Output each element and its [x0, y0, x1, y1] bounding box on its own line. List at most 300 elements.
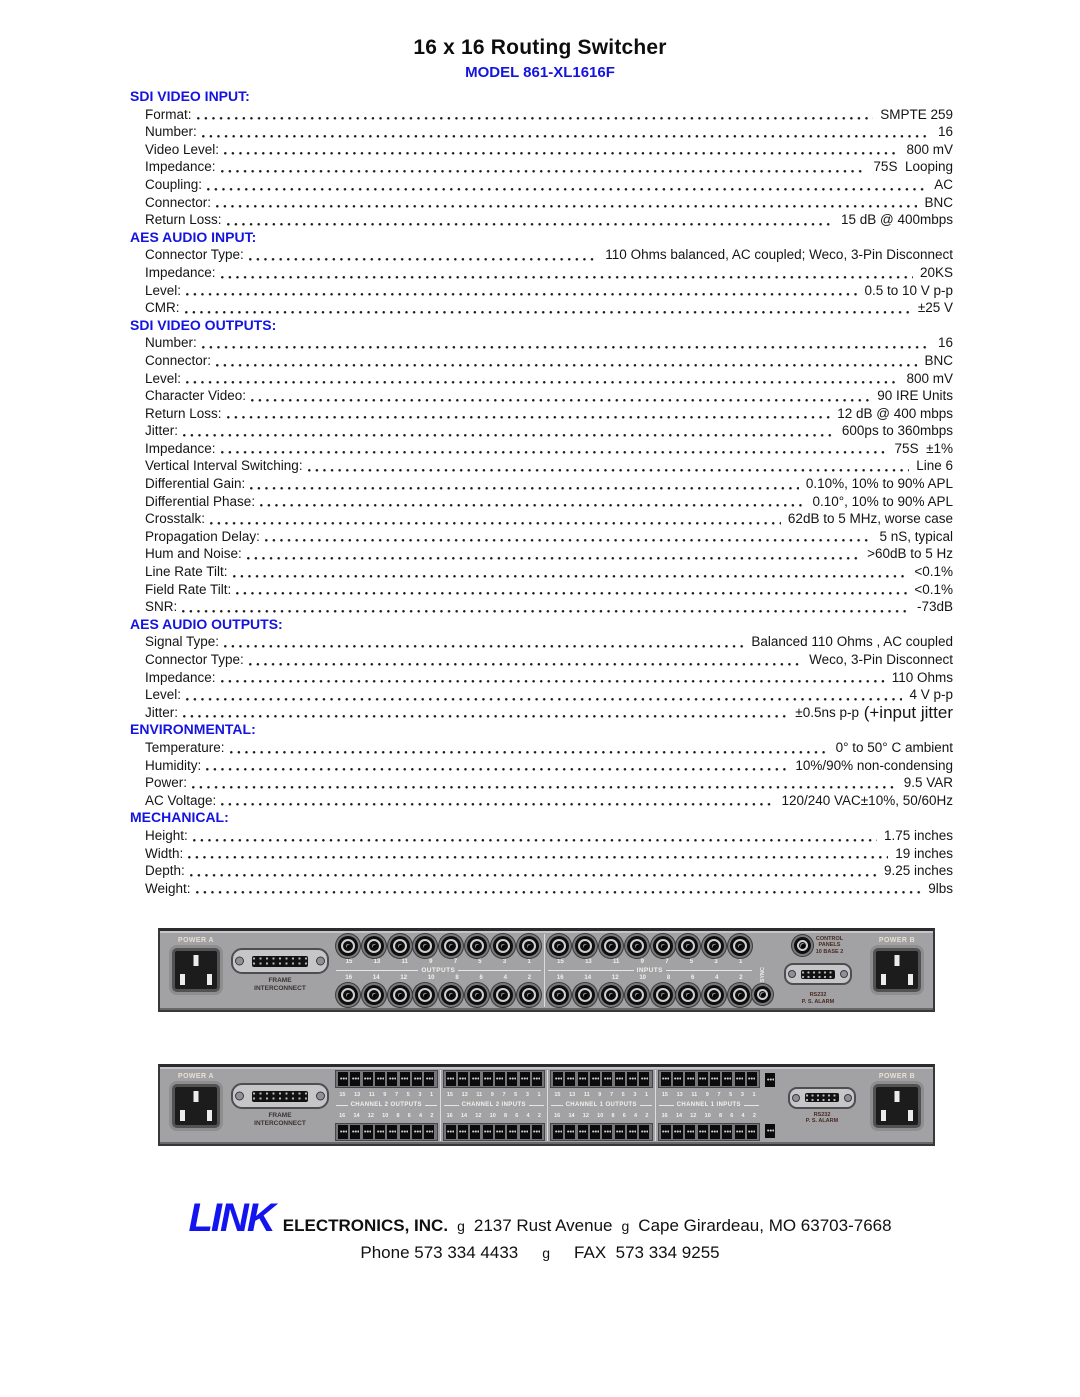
divider-line — [336, 1105, 348, 1106]
terminal-strip — [658, 1123, 761, 1141]
port-number: 11 — [476, 1092, 483, 1098]
label-line: 10 BASE 2 — [815, 948, 844, 955]
weco-terminal-block — [387, 1125, 397, 1139]
iec-pin — [207, 1110, 212, 1121]
db15-pins — [252, 956, 308, 967]
group-divider — [658, 1102, 761, 1109]
port-number: 8 — [396, 1113, 400, 1119]
weco-terminal-block — [747, 1072, 757, 1086]
dot-leader — [221, 440, 890, 458]
spec-label: SNR: — [145, 599, 178, 615]
spec-value: 9lbs — [928, 880, 953, 896]
dot-leader — [251, 387, 872, 405]
footer-separator: g — [457, 1218, 465, 1234]
bnc-connector — [704, 985, 724, 1005]
spec-value: 20KS — [919, 264, 953, 280]
spec-label: Video Level: — [145, 141, 220, 157]
spec-row — [130, 370, 953, 388]
weco-terminal-block — [673, 1125, 683, 1139]
weco-terminal-block — [590, 1125, 600, 1139]
spec-label: Differential Gain: — [145, 476, 246, 492]
sync-column — [755, 934, 770, 1007]
port-number: 8 — [503, 1113, 508, 1119]
weco-group — [655, 1070, 763, 1141]
port-number: 2 — [645, 1113, 649, 1119]
spec-value: 0° to 50° C ambient — [835, 739, 953, 755]
phone-number: Phone 573 334 4433 — [360, 1243, 519, 1262]
spec-label: Level: — [145, 282, 182, 298]
divider-line — [744, 1105, 759, 1106]
number-row — [547, 959, 754, 966]
weco-terminal-block — [698, 1072, 708, 1086]
divider-line — [659, 1105, 674, 1106]
spec-value: 120/240 VAC±10%, 50/60Hz — [781, 792, 953, 808]
dot-leader — [247, 545, 862, 563]
iec-pin — [895, 1091, 900, 1102]
port-number: 7 — [394, 1092, 399, 1098]
port-number: 2 — [430, 1113, 434, 1119]
bnc-connector — [338, 985, 358, 1005]
number-row — [658, 1092, 761, 1098]
dot-leader — [202, 334, 933, 352]
dot-leader — [183, 704, 790, 722]
port-number: 13 — [676, 1092, 683, 1098]
weco-terminal-block — [735, 1072, 745, 1086]
number-row — [658, 1113, 761, 1119]
weco-terminal-block — [483, 1072, 493, 1086]
number-row — [550, 1113, 653, 1119]
db9-pins — [805, 1093, 839, 1102]
port-number: 10 — [639, 975, 647, 981]
bnc-connector — [415, 985, 435, 1005]
spec-row — [130, 563, 953, 581]
page-title: 16 x 16 Routing Switcher — [413, 36, 667, 59]
spec-label: Temperature: — [145, 739, 225, 755]
spec-label: Number: — [145, 335, 197, 351]
spec-label: Return Loss: — [145, 212, 222, 228]
db9-connector — [788, 1087, 856, 1109]
weco-terminal-block — [627, 1125, 637, 1139]
iec-pin — [908, 974, 913, 985]
port-number: 4 — [715, 975, 719, 981]
section-header: AES AUDIO OUTPUTS: — [130, 615, 283, 632]
port-number: 8 — [455, 975, 459, 981]
port-number: 5 — [621, 1092, 625, 1098]
port-number: 14 — [460, 1113, 468, 1119]
footer-separator: g — [621, 1218, 630, 1234]
port-number: 1 — [537, 1092, 541, 1098]
spec-value: Line 6 — [916, 458, 953, 474]
weco-terminal-block — [412, 1125, 422, 1139]
spec-value: 0.10°, 10% to 90% APL — [812, 493, 953, 509]
group-label: INPUTS — [636, 967, 663, 974]
bnc-connector — [493, 985, 513, 1005]
bnc-connector — [415, 936, 435, 956]
weco-terminal-block — [363, 1072, 373, 1086]
port-number: 7 — [453, 959, 458, 965]
port-number: 5 — [478, 959, 482, 965]
spec-value: 600ps to 360mbps — [841, 423, 953, 439]
divider-line — [458, 970, 540, 971]
iec-pin — [180, 974, 185, 985]
bnc-connector — [441, 985, 461, 1005]
bnc-group — [544, 934, 756, 1007]
port-number: 13 — [569, 1092, 576, 1098]
iec-pin — [194, 1091, 199, 1102]
divider-line — [551, 1105, 563, 1106]
weco-terminal-block — [553, 1072, 563, 1086]
spec-value: 62dB to 5 MHz, worse case — [787, 511, 953, 527]
spec-value: 0.5 to 10 V p-p — [864, 282, 953, 298]
group-divider — [443, 1102, 546, 1109]
spec-label: Height: — [145, 827, 188, 843]
bnc-connector — [730, 936, 750, 956]
port-number: 6 — [622, 1113, 626, 1119]
port-number: 1 — [738, 959, 743, 965]
iec-pin — [180, 1110, 185, 1121]
iec-power-connector — [172, 948, 220, 992]
port-number: 13 — [461, 1092, 468, 1098]
divider-line — [336, 970, 418, 971]
group-label: CHANNEL 1 OUTPUTS — [565, 1102, 637, 1108]
spec-value: 19 inches — [895, 845, 953, 861]
power-label: POWER A — [178, 937, 214, 944]
dot-leader — [224, 633, 746, 651]
power-label: POWER B — [878, 937, 916, 944]
weco-terminal-block — [602, 1072, 612, 1086]
weco-terminal-block — [765, 1124, 775, 1138]
dot-leader — [233, 563, 910, 581]
port-number: 9 — [705, 1092, 709, 1098]
port-number: 13 — [354, 1092, 361, 1098]
iec-power-connector — [873, 1084, 921, 1128]
port-number: 13 — [373, 959, 381, 965]
spec-row — [130, 651, 953, 669]
label-line: P. S. ALARM — [805, 1118, 839, 1124]
dot-leader — [224, 141, 901, 159]
spec-value: AC — [934, 176, 953, 192]
bnc-connector — [441, 936, 461, 956]
spec-row — [130, 598, 953, 616]
dot-leader — [182, 598, 912, 616]
divider-line — [425, 1105, 437, 1106]
port-number: 15 — [446, 1092, 453, 1098]
spec-label: Signal Type: — [145, 634, 220, 650]
dot-leader — [193, 827, 879, 845]
spec-row — [130, 211, 953, 229]
spec-label: Width: — [145, 845, 184, 861]
port-number: 10 — [427, 975, 435, 981]
dot-leader — [249, 651, 804, 669]
number-row — [443, 1113, 546, 1119]
bnc-row — [335, 934, 542, 958]
bnc-connector — [601, 985, 621, 1005]
spec-row — [130, 686, 953, 704]
spec-value: 9.5 VAR — [903, 775, 953, 791]
port-number: 14 — [584, 975, 592, 981]
weco-terminal-block — [710, 1072, 720, 1086]
spec-label: Line Rate Tilt: — [145, 564, 228, 580]
dot-leader — [249, 246, 600, 264]
dot-leader — [308, 457, 912, 475]
port-number: 3 — [525, 1092, 529, 1098]
weco-terminal-block — [520, 1125, 530, 1139]
spec-value: 800 mV — [906, 141, 953, 157]
spec-row — [130, 880, 953, 898]
port-number: 10 — [597, 1113, 604, 1119]
spec-row — [130, 475, 953, 493]
spec-value: 800 mV — [906, 370, 953, 386]
spec-value: >60dB to 5 Hz — [867, 546, 953, 562]
port-number: 2 — [739, 975, 743, 981]
port-number: 3 — [633, 1092, 637, 1098]
dot-leader — [185, 299, 913, 317]
bnc-row — [547, 983, 754, 1007]
port-number: 1 — [645, 1092, 649, 1098]
spec-row — [130, 194, 953, 212]
spec-row — [130, 792, 953, 810]
spec-value: 5 nS, typical — [879, 528, 953, 544]
terminal-strip — [335, 1070, 438, 1088]
spec-row — [130, 545, 953, 563]
dot-leader — [186, 370, 901, 388]
terminal-strip — [550, 1070, 653, 1088]
port-number: 6 — [515, 1113, 519, 1119]
port-number: 6 — [479, 975, 483, 981]
port-number: 1 — [752, 1092, 756, 1098]
bnc-connector — [754, 986, 771, 1003]
bnc-connector — [549, 936, 569, 956]
spec-row — [130, 282, 953, 300]
spec-label: AC Voltage: — [145, 792, 217, 808]
port-number: 15 — [345, 959, 353, 965]
port-number: 16 — [339, 1113, 346, 1119]
weco-terminal-block — [400, 1125, 410, 1139]
port-number: 12 — [582, 1113, 589, 1119]
section-header: SDI VIDEO INPUT: — [130, 88, 250, 104]
control-panels-label — [816, 936, 844, 956]
port-number: 2 — [752, 1113, 756, 1119]
spec-label: Vertical Interval Switching: — [145, 458, 303, 474]
frame-interconnect-label — [254, 1112, 306, 1128]
port-number: 15 — [554, 1092, 561, 1098]
label-line: RS232 — [809, 992, 827, 998]
iec-pin — [881, 974, 886, 985]
bnc-connector — [493, 936, 513, 956]
group-divider — [550, 1102, 653, 1109]
spec-row — [130, 457, 953, 475]
spec-row — [130, 141, 953, 159]
spec-label: Power: — [145, 775, 188, 791]
dot-leader — [216, 352, 919, 370]
dot-leader — [197, 106, 876, 124]
spec-value: <0.1% — [914, 581, 953, 597]
power-label: POWER B — [878, 1073, 916, 1080]
weco-terminal-block — [685, 1125, 695, 1139]
spec-label: Differential Phase: — [145, 493, 256, 509]
weco-terminal-block — [495, 1125, 505, 1139]
weco-terminal-block — [424, 1072, 434, 1086]
label-line: PANELS — [818, 942, 841, 949]
weco-terminal-block — [375, 1125, 385, 1139]
bnc-connector — [575, 936, 595, 956]
spec-value: 75S Looping — [873, 159, 953, 175]
footer-line-1 — [0, 1196, 1080, 1240]
db9-connector — [784, 963, 852, 985]
port-number: 16 — [446, 1113, 453, 1119]
weco-terminal-block — [446, 1072, 456, 1086]
spec-value: 110 Ohms balanced, AC coupled; Weco, 3-Pin Disconnect — [605, 247, 953, 263]
spec-value: BNC — [924, 352, 953, 368]
dot-leader — [236, 581, 909, 599]
spec-value: 0.10%, 10% to 90% APL — [805, 476, 953, 492]
rear-panel-bnc — [158, 928, 935, 1012]
iec-pin — [194, 955, 199, 966]
dot-leader — [190, 862, 879, 880]
frame-interconnect — [227, 1070, 333, 1141]
weco-terminal-block — [747, 1125, 757, 1139]
spec-label: Hum and Noise: — [145, 546, 242, 562]
spec-value: 9.25 inches — [883, 863, 953, 879]
label-line: RS232 — [813, 1111, 831, 1118]
port-number: 8 — [666, 975, 671, 981]
section-header: SDI VIDEO OUTPUTS: — [130, 316, 277, 333]
spec-row — [130, 299, 953, 317]
spec-value-large: (+input jitter — [858, 702, 953, 722]
number-row — [335, 1113, 438, 1119]
aux-terminal-column — [762, 1070, 778, 1141]
bnc-row — [335, 983, 542, 1007]
weco-terminal-block — [673, 1072, 683, 1086]
port-number: 5 — [514, 1092, 518, 1098]
weco-terminal-block — [483, 1125, 493, 1139]
weco-terminal-block — [722, 1072, 732, 1086]
rs232-alarm-label — [802, 992, 834, 1005]
spec-row — [130, 440, 953, 458]
power-b-module — [866, 934, 928, 1007]
divider-line — [666, 970, 752, 971]
bnc-connector — [678, 985, 698, 1005]
link-logo: LINK — [188, 1196, 274, 1240]
weco-terminal-block — [363, 1125, 373, 1139]
weco-terminal-block — [350, 1125, 360, 1139]
spec-label: Level: — [145, 687, 182, 703]
group-divider — [335, 967, 542, 974]
port-number: 9 — [429, 959, 433, 965]
label-line: CONTROL — [815, 935, 844, 942]
port-number: 9 — [598, 1092, 602, 1098]
bnc-connector — [519, 985, 539, 1005]
bnc-group — [333, 934, 544, 1007]
spec-value: SMPTE 259 — [880, 106, 953, 122]
bnc-connector — [467, 985, 487, 1005]
bnc-connector — [704, 936, 724, 956]
bnc-connector — [364, 936, 384, 956]
weco-terminal-block — [722, 1125, 732, 1139]
dot-leader — [221, 264, 915, 282]
spec-row — [130, 106, 953, 124]
dot-leader — [227, 211, 836, 229]
port-number: 1 — [430, 1092, 434, 1098]
spec-row — [130, 387, 953, 405]
spec-row — [130, 246, 953, 264]
port-number: 9 — [490, 1092, 494, 1098]
bnc-connector — [390, 936, 410, 956]
power-a-module — [165, 934, 227, 1007]
port-number: 15 — [661, 1092, 668, 1098]
number-row — [335, 1092, 438, 1098]
port-number: 6 — [730, 1113, 734, 1119]
weco-terminal-block — [424, 1125, 434, 1139]
group-label: CHANNEL 2 INPUTS — [461, 1102, 526, 1108]
company-name: ELECTRONICS, INC. — [282, 1216, 449, 1235]
spec-row — [130, 669, 953, 687]
weco-terminal-block — [520, 1072, 530, 1086]
port-number: 7 — [717, 1092, 721, 1098]
dot-leader — [202, 123, 933, 141]
spec-label: Jitter: — [145, 423, 179, 439]
spec-label: Impedance: — [145, 669, 216, 685]
port-number: 16 — [345, 975, 353, 981]
label-line: FRAME — [268, 977, 292, 985]
number-row — [443, 1092, 546, 1098]
port-number: 16 — [554, 1113, 561, 1119]
model-number: MODEL 861-XL1616F — [465, 64, 615, 81]
port-number: 5 — [689, 959, 694, 965]
db15-connector — [231, 1083, 329, 1109]
spec-row — [130, 633, 953, 651]
port-number: 4 — [419, 1113, 423, 1119]
port-number: 15 — [557, 959, 564, 965]
spec-value: 110 Ohms — [891, 669, 953, 685]
port-number: 7 — [665, 959, 669, 965]
rear-panel-weco — [158, 1064, 935, 1146]
port-number: 6 — [690, 975, 695, 981]
bnc-connector — [601, 936, 621, 956]
weco-terminal-block — [412, 1072, 422, 1086]
weco-terminal-block — [400, 1072, 410, 1086]
spec-value: Weco, 3-Pin Disconnect — [809, 652, 953, 667]
bnc-connector — [794, 937, 811, 954]
weco-terminal-block — [532, 1125, 542, 1139]
port-number: 4 — [526, 1113, 530, 1119]
dot-leader — [221, 158, 869, 176]
spec-label: Connector: — [145, 194, 212, 210]
spec-value: 12 dB @ 400 mbps — [837, 405, 953, 421]
spec-label: Propagation Delay: — [145, 528, 260, 544]
spec-row — [130, 264, 953, 282]
port-number: 15 — [339, 1092, 346, 1098]
dot-leader — [221, 792, 776, 810]
dot-leader — [221, 669, 887, 687]
terminal-strip — [443, 1070, 546, 1088]
label-line: P. S. ALARM — [801, 998, 835, 1005]
port-number: 12 — [690, 1113, 697, 1119]
weco-terminal-block — [698, 1125, 708, 1139]
bnc-connector — [338, 936, 358, 956]
bnc-connector — [364, 985, 384, 1005]
spec-value: 75S ±1% — [894, 440, 953, 456]
port-number: 2 — [527, 975, 532, 981]
weco-terminal-block — [470, 1125, 480, 1139]
weco-group — [547, 1070, 655, 1141]
port-number: 14 — [675, 1113, 683, 1119]
spec-row — [130, 422, 953, 440]
weco-terminal-block — [507, 1125, 517, 1139]
terminal-strip — [550, 1123, 653, 1141]
spec-row — [130, 493, 953, 511]
spec-label: Impedance: — [145, 440, 216, 456]
